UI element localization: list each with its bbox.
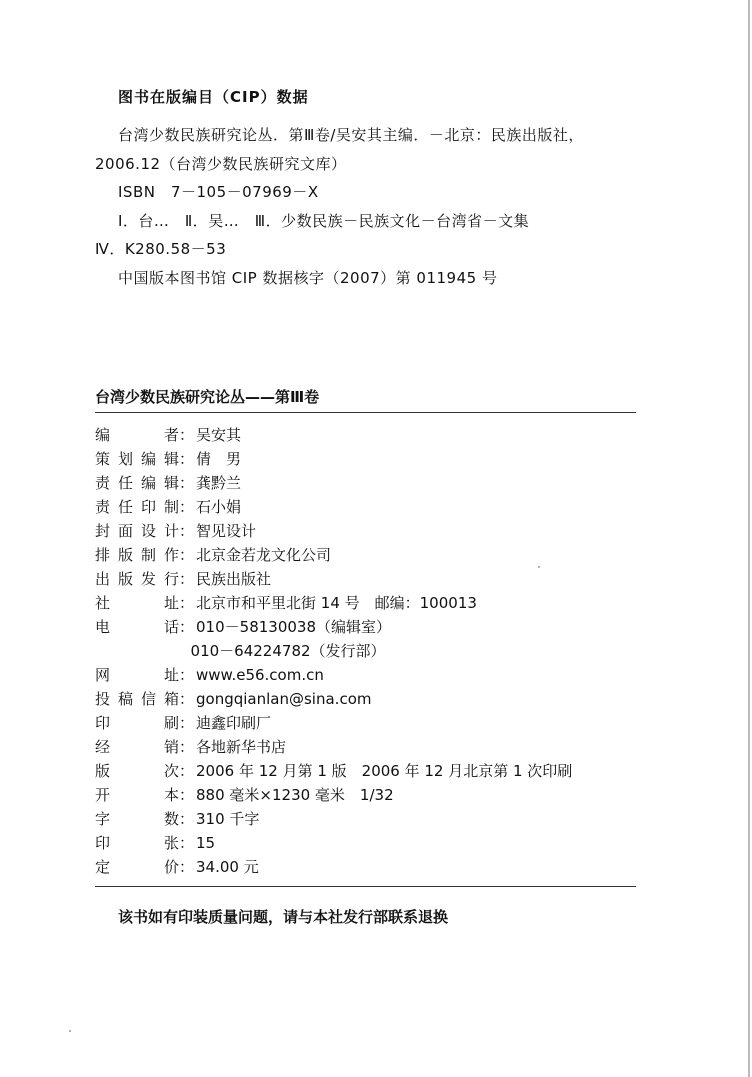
- info-label: 字 数: [95, 810, 179, 828]
- info-row-website: 网 址： www.e56.com.cn: [95, 666, 324, 684]
- info-row-distributor: 经 销： 各地新华书店: [95, 738, 287, 756]
- info-value: 各地新华书店: [196, 738, 287, 756]
- info-value: 15: [196, 834, 216, 852]
- scan-speck: [69, 1030, 71, 1032]
- book-title: 台湾少数民族研究论丛——第Ⅲ卷: [95, 388, 320, 406]
- cip-line-5: Ⅳ．K280.58－53: [95, 240, 227, 258]
- info-label: 定 价: [95, 858, 179, 876]
- cip-line-1: 台湾少数民族研究论丛．第Ⅲ卷/吴安其主编．－北京：民族出版社，: [118, 126, 584, 144]
- info-value: 2006 年 12 月第 1 版 2006 年 12 月北京第 1 次印刷: [196, 762, 573, 780]
- info-row-publisher: 出版发行： 民族出版社: [95, 570, 272, 588]
- info-label: 社 址: [95, 594, 179, 612]
- info-row-edition: 版 次： 2006 年 12 月第 1 版 2006 年 12 月北京第 1 次印刷: [95, 762, 573, 780]
- cip-line-3: ISBN 7－105－07969－X: [118, 183, 319, 201]
- cip-heading: 图书在版编目（CIP）数据: [118, 88, 309, 106]
- info-row-cover-design: 封面设计： 智见设计: [95, 522, 257, 540]
- info-row-responsible-editor: 责任编辑： 龚黔兰: [95, 474, 242, 492]
- info-row-word-count: 字 数： 310 千字: [95, 810, 260, 828]
- info-label: 印 张: [95, 834, 179, 852]
- info-label: 版 次: [95, 762, 179, 780]
- info-row-planning-editor: 策划编辑： 倩 男: [95, 450, 242, 468]
- info-row-price: 定 价： 34.00 元: [95, 858, 259, 876]
- cip-line-2: 2006.12（台湾少数民族研究文库）: [95, 155, 347, 173]
- info-row-address: 社 址： 北京市和平里北街 14 号 邮编：100013: [95, 594, 477, 612]
- info-row-sheets: 印 张： 15: [95, 834, 216, 852]
- info-value: 倩 男: [196, 450, 242, 468]
- info-label: 投稿信箱: [95, 690, 179, 708]
- info-label: 排版制作: [95, 546, 179, 564]
- cip-line-4: Ⅰ．台… Ⅱ．吴… Ⅲ．少数民族－民族文化－台湾省－文集: [118, 212, 530, 230]
- info-value: 北京金若龙文化公司: [196, 546, 332, 564]
- info-label: 开 本: [95, 786, 179, 804]
- info-value: 吴安其: [196, 426, 242, 444]
- info-row-editor: 编 者： 吴安其: [95, 426, 242, 444]
- info-value: www.e56.com.cn: [196, 666, 324, 684]
- info-value: 34.00 元: [196, 858, 259, 876]
- info-label: 封面设计: [95, 522, 179, 540]
- info-label: 经 销: [95, 738, 179, 756]
- info-label: 网 址: [95, 666, 179, 684]
- cip-line-6: 中国版本图书馆 CIP 数据核字（2007）第 011945 号: [118, 269, 498, 287]
- info-value: 310 千字: [196, 810, 260, 828]
- info-label: 责任印制: [95, 498, 179, 516]
- info-value: 石小娟: [196, 498, 242, 516]
- info-row-responsible-printing: 责任印制： 石小娟: [95, 498, 242, 516]
- info-row-format: 开 本： 880 毫米×1230 毫米 1/32: [95, 786, 394, 804]
- info-row-typesetting: 排版制作： 北京金若龙文化公司: [95, 546, 332, 564]
- info-row-phone-2: [95, 640, 386, 662]
- info-value: 民族出版社: [196, 570, 272, 588]
- info-value: 迪鑫印刷厂: [196, 714, 272, 732]
- info-label: 编 者: [95, 426, 179, 444]
- info-value: 880 毫米×1230 毫米 1/32: [196, 786, 394, 804]
- info-label: 出版发行: [95, 570, 179, 588]
- info-row-email: 投稿信箱： gongqianlan@sina.com: [95, 690, 372, 708]
- info-label: 策划编辑: [95, 450, 179, 468]
- info-row-phone: 电 话： 010－58130038（编辑室）: [95, 618, 391, 636]
- info-value: 010－64224782（发行部）: [190, 642, 386, 660]
- page-edge: [748, 0, 750, 1077]
- info-row-printer: 印 刷： 迪鑫印刷厂: [95, 714, 272, 732]
- info-value: 智见设计: [196, 522, 257, 540]
- top-rule: [95, 412, 636, 413]
- info-label: 电 话: [95, 618, 179, 636]
- info-label: 印 刷: [95, 714, 179, 732]
- info-value: 龚黔兰: [196, 474, 242, 492]
- info-value: 010－58130038（编辑室）: [196, 618, 391, 636]
- scan-speck: [538, 566, 540, 568]
- bottom-rule: [95, 886, 636, 887]
- quality-notice: 该书如有印装质量问题，请与本社发行部联系退换: [118, 908, 449, 926]
- info-label: 责任编辑: [95, 474, 179, 492]
- info-value: 北京市和平里北街 14 号 邮编：100013: [196, 594, 477, 612]
- info-value: gongqianlan@sina.com: [196, 690, 372, 708]
